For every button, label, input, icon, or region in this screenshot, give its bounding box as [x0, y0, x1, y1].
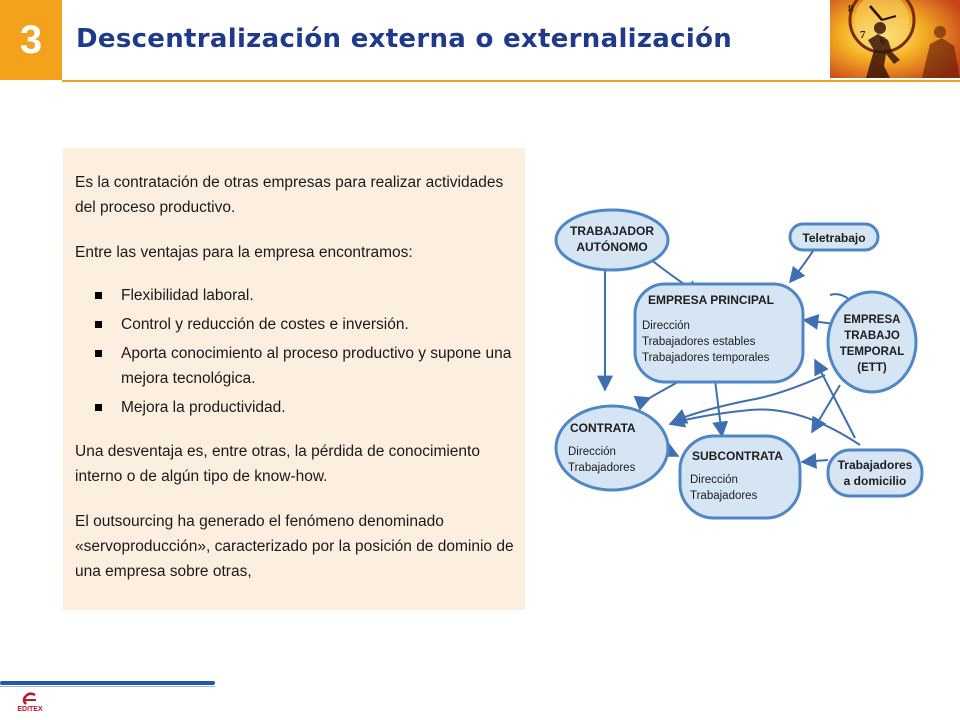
ett-label: EMPRESA [843, 314, 901, 326]
principal-line: Trabajadores temporales [642, 352, 770, 364]
subcontrata-line: Trabajadores [690, 490, 758, 502]
slide-header [0, 0, 960, 80]
header-divider [62, 80, 960, 82]
bullet-square-icon [95, 404, 102, 411]
principal-title: EMPRESA PRINCIPAL [648, 293, 775, 307]
footer-bar-thin [0, 686, 215, 687]
subcontrata-line: Dirección [690, 474, 738, 486]
ett-label: TRABAJO [844, 330, 900, 342]
principal-line: Trabajadores estables [642, 336, 756, 348]
contrata-line: Dirección [568, 446, 616, 458]
advantage-item: Mejora la productividad. [95, 395, 515, 420]
advantage-item: Flexibilidad laboral. [95, 283, 515, 308]
principal-line: Dirección [642, 320, 690, 332]
node-ett [828, 292, 916, 392]
node-contrata [556, 406, 668, 490]
chapter-number-badge: 3 [0, 0, 62, 80]
advantages-intro: Entre las ventajas para la empresa encontramos: [75, 244, 413, 261]
footer-bar [0, 681, 215, 685]
node-domicilio [828, 450, 922, 496]
node-principal [635, 284, 803, 382]
teletrabajo-label: Teletrabajo [802, 231, 866, 245]
autonomo-label-2: AUTÓNOMO [576, 240, 648, 254]
clock-runner-image [830, 0, 960, 78]
domicilio-label-2: a domicilio [843, 474, 907, 488]
arrow-domicilio-subcontrata [802, 460, 828, 462]
contrata-line: Trabajadores [568, 462, 636, 474]
slide-title: Descentralización externa o externalización [76, 24, 733, 54]
domicilio-label-1: Trabajadores [837, 458, 913, 472]
disadvantage-paragraph: Una desventaja es, entre otras, la pérdida de conocimiento interno o de algún tipo de know-how. [75, 443, 480, 485]
autonomo-label-1: TRABAJADOR [570, 224, 654, 238]
advantage-item: Aporta conocimiento al proceso productivo y supone una mejora tecnológica. [95, 341, 515, 391]
node-teletrabajo [790, 224, 878, 250]
text-panel [63, 148, 525, 610]
ett-label: TEMPORAL [839, 346, 905, 358]
subcontrata-title: SUBCONTRATA [692, 449, 783, 463]
outsourcing-paragraph: El outsourcing ha generado el fenómeno denominado «servoproducción», caracterizado por la posición de dominio de una empresa sobre otras, [75, 513, 514, 580]
node-subcontrata [680, 436, 800, 518]
editex-logo [8, 690, 52, 718]
advantage-item: Control y reducción de costes e inversión. [95, 312, 515, 337]
bullet-square-icon [95, 321, 102, 328]
contrata-title: CONTRATA [570, 421, 636, 435]
ett-label: (ETT) [857, 362, 887, 374]
bullet-square-icon [95, 350, 102, 357]
svg-text:7: 7 [860, 29, 866, 41]
svg-text:8: 8 [848, 3, 854, 15]
intro-paragraph: Es la contratación de otras empresas para realizar actividades del proceso productivo. [75, 174, 504, 216]
advantages-list [95, 283, 515, 424]
node-autonomo [556, 210, 668, 270]
bullet-square-icon [95, 292, 102, 299]
logo-text: EDITEX [17, 706, 43, 713]
outsourcing-diagram [550, 200, 930, 530]
